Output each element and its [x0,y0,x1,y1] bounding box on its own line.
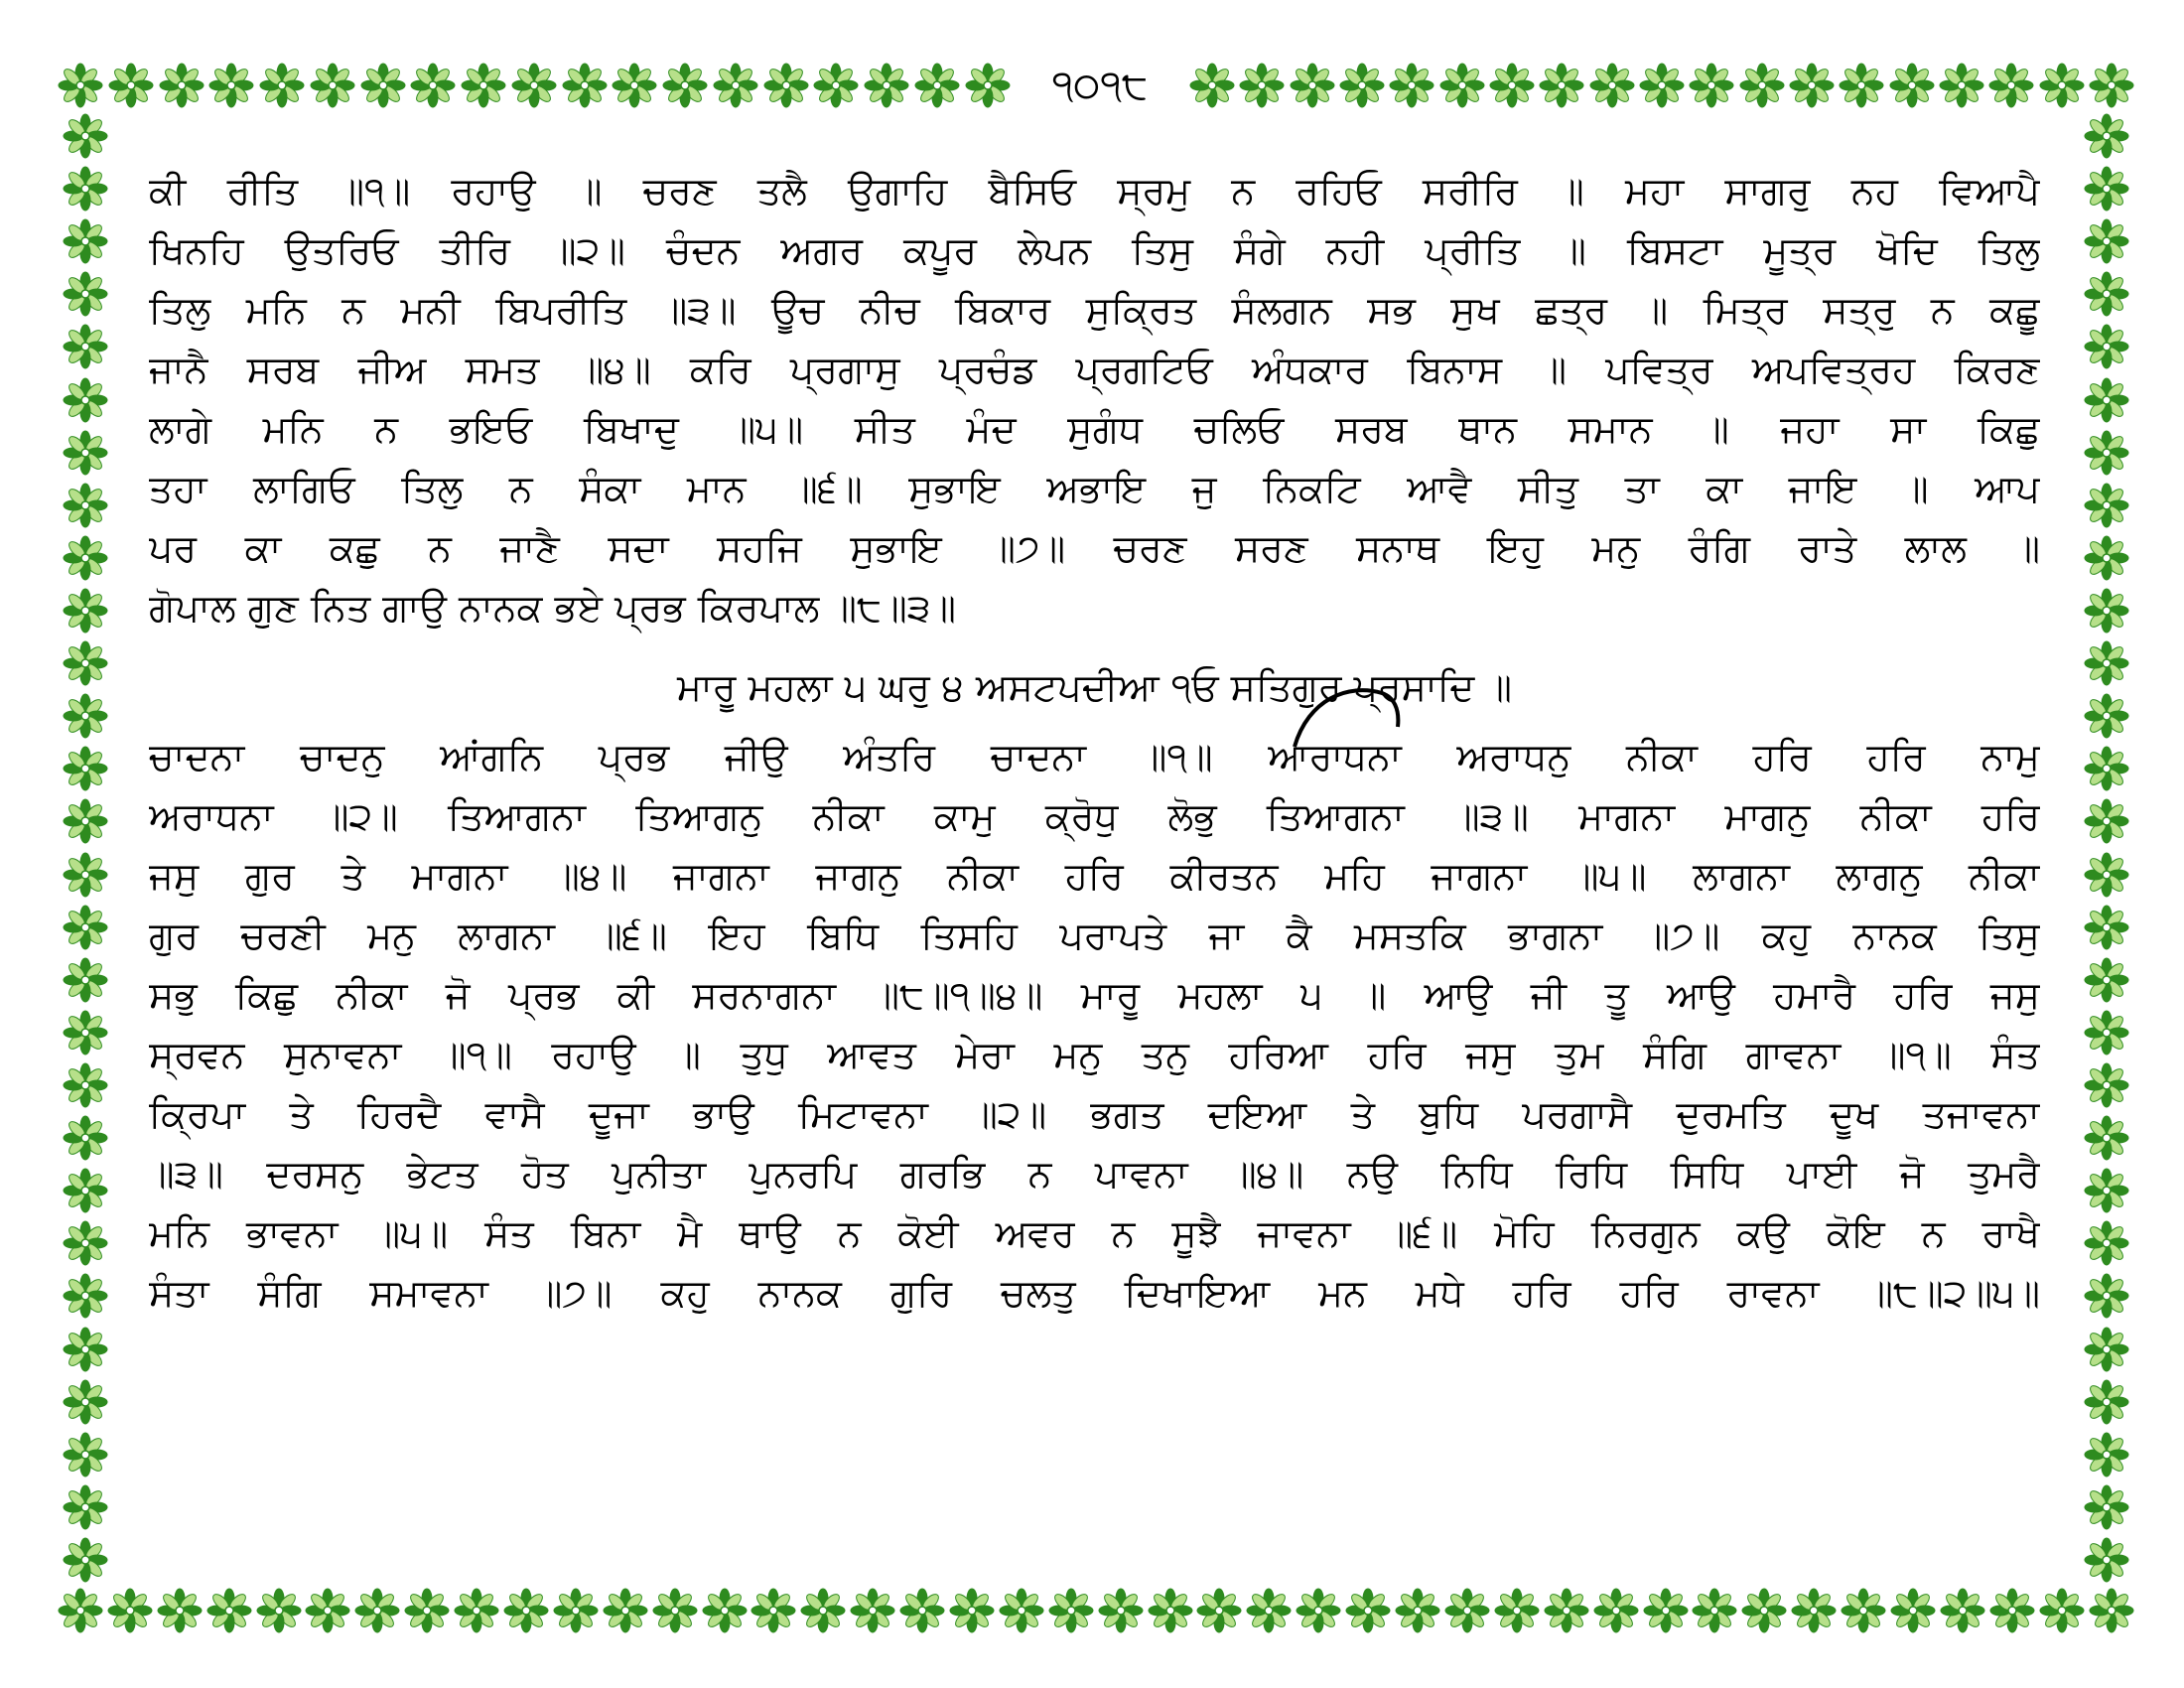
flower-icon [2084,852,2129,898]
flower-icon [63,1168,108,1213]
flower-icon [63,377,108,423]
flower-icon [2084,588,2129,633]
flower-icon [1345,1588,1391,1633]
flower-icon [1246,1588,1292,1633]
flower-icon [259,63,305,108]
text-line-13: ਗੁਰ ਚਰਣੀ ਮਨੁ ਲਾਗਨਾ ॥੬॥ ਇਹ ਬਿਧਿ ਤਿਸਹਿ ਪਰਾਪਤੇ ਜਾ ਕੈ ਮਸਤਕਿ ਭਾਗਨਾ ॥੭॥ ਕਹੁ ਨਾਨਕ ਤਿਸੁ [149,914,2040,957]
text-line-14: ਸਭੁ ਕਿਛੁ ਨੀਕਾ ਜੋ ਪ੍ਰਭ ਕੀ ਸਰਨਾਗਨਾ ॥੮॥੧॥੪॥ ਮਾਰੂ ਮਹਲਾ ੫ ॥ ਆਉ ਜੀ ਤੂ ਆਉ ਹਮਾਰੈ ਹਰਿ ਜਸੁ [149,973,2040,1017]
flower-icon [1439,63,1485,108]
flower-icon [2084,1062,2129,1108]
flower-icon [1148,1588,1193,1633]
flower-icon [63,746,108,791]
text-line-3: ਤਿਲੁ ਮਨਿ ਨ ਮਨੀ ਬਿਪਰੀਤਿ ॥੩॥ ਊਚ ਨੀਚ ਬਿਕਾਰ ਸੁਕ੍ਰਿਤ ਸੰਲਗਨ ਸਭ ਸੁਖ ਛਤ੍ਰ ॥ ਮਿਤ੍ਰ ਸਤ੍ਰੁ ਨ ਕਛੂ [149,288,2040,332]
flower-icon [2084,1115,2129,1161]
flower-icon [2039,63,2085,108]
flower-icon [461,63,506,108]
flower-icon [553,1588,599,1633]
flower-icon [965,63,1011,108]
text-line-12: ਜਸੁ ਗੁਰ ਤੇ ਮਾਗਨਾ ॥੪॥ ਜਾਗਨਾ ਜਾਗਨੁ ਨੀਕਾ ਹਰਿ ਕੀਰਤਨ ਮਹਿ ਜਾਗਨਾ ॥੫॥ ਲਾਗਨਾ ਲਾਗਨੁ ਨੀਕਾ [149,854,2040,898]
flower-icon [511,63,557,108]
flower-icon [2084,798,2129,844]
flower-icon [1593,1588,1639,1633]
flower-icon [1239,63,1285,108]
flower-icon [1890,1588,1936,1633]
flower-icon [999,1588,1044,1633]
flower-icon [2084,1484,2129,1530]
flower-icon [1939,63,1984,108]
flower-icon [454,1588,499,1633]
flower-icon [2084,218,2129,264]
flower-icon [503,1588,549,1633]
text-line-15: ਸ੍ਰਵਨ ਸੁਨਾਵਨਾ ॥੧॥ ਰਹਾਉ ॥ ਤੁਧੁ ਆਵਤ ਮੇਰਾ ਮਨੁ ਤਨੁ ਹਰਿਆ ਹਰਿ ਜਸੁ ਤੁਮ ਸੰਗਿ ਗਾਵਨਾ ॥੧॥ ਸੰਤ [149,1033,2040,1076]
flower-icon [2084,430,2129,476]
flower-icon [1539,63,1584,108]
flower-icon [2084,640,2129,686]
flower-icon [63,271,108,317]
flower-icon [63,852,108,898]
flower-icon [1940,1588,1985,1633]
flower-icon [763,63,809,108]
text-line-6: ਤਹਾ ਲਾਗਿਓ ਤਿਲੁ ਨ ਸੰਕਾ ਮਾਨ ॥੬॥ ਸੁਭਾਇ ਅਭਾਇ ਜੁ ਨਿਕਟਿ ਆਵੈ ਸੀਤੁ ਤਾ ਕਾ ਜਾਇ ॥ ਆਪ [149,467,2040,510]
scripture-text [149,164,2040,1514]
text-line-1: ਕੀ ਰੀਤਿ ॥੧॥ ਰਹਾਉ ॥ ਚਰਣ ਤਲੈ ਉਗਾਹਿ ਬੈਸਿਓ ਸ੍ਰਮੁ ਨ ਰਹਿਓ ਸਰੀਰਿ ॥ ਮਹਾ ਸਾਗਰੁ ਨਹ ਵਿਆਪੈ [149,169,2040,212]
flower-icon [652,1588,698,1633]
flower-icon [63,1432,108,1477]
flower-icon [63,1115,108,1161]
border-bottom [58,1583,2134,1638]
text-line-17: ॥੩॥ ਦਰਸਨੁ ਭੇਟਤ ਹੋਤ ਪੁਨੀਤਾ ਪੁਨਰਪਿ ਗਰਭਿ ਨ ਪਾਵਨਾ ॥੪॥ ਨਉ ਨਿਧਿ ਰਿਧਿ ਸਿਧਿ ਪਾਈ ਜੋ ਤੁਮਰੈ [149,1152,2040,1196]
flower-icon [63,218,108,264]
flower-icon [58,63,103,108]
flower-icon [63,1273,108,1319]
flower-icon [2084,1010,2129,1055]
flower-icon [2084,693,2129,739]
flower-icon [1789,63,1835,108]
border-left [58,113,113,1583]
flower-icon [1839,63,1884,108]
flower-icon [2089,1588,2134,1633]
flower-icon [2084,905,2129,950]
flower-icon [2084,1168,2129,1213]
flower-icon [256,1588,302,1633]
flower-icon [63,535,108,581]
flower-icon [1841,1588,1886,1633]
flower-icon [2084,1379,2129,1425]
border-top [58,58,2134,113]
flower-icon [1489,63,1535,108]
flower-icon [63,1327,108,1372]
flower-icon [63,113,108,159]
flower-icon [612,63,657,108]
flower-icon [562,63,608,108]
flower-icon [63,1062,108,1108]
flower-icon [159,63,205,108]
flower-icon [1196,1588,1242,1633]
flower-icon [63,430,108,476]
flower-icon [1791,1588,1837,1633]
flower-icon [1544,1588,1589,1633]
border-top-left-run [58,58,1011,113]
flower-icon [354,1588,400,1633]
flower-icon [1389,63,1434,108]
flower-icon [404,1588,450,1633]
flower-icon [1639,63,1685,108]
flower-icon [702,1588,748,1633]
flower-icon [2084,957,2129,1003]
flower-icon [2084,1327,2129,1372]
flower-icon [713,63,758,108]
flower-icon [63,1379,108,1425]
flower-icon [1048,1588,1094,1633]
flower-icon [2084,166,2129,211]
flower-icon [2039,1588,2085,1633]
flower-icon [208,63,254,108]
text-line-16: ਕ੍ਰਿਪਾ ਤੇ ਹਿਰਦੈ ਵਾਸੈ ਦੂਜਾ ਭਾਉ ਮਿਟਾਵਨਾ ॥੨॥ ਭਗਤ ਦਇਆ ਤੇ ਬੁਧਿ ਪਰਗਾਸੈ ਦੁਰਮਤਿ ਦੂਖ ਤਜਾਵਨਾ [149,1092,2040,1136]
flower-icon [1643,1588,1689,1633]
flower-icon [63,957,108,1003]
flower-icon [2084,1537,2129,1583]
flower-icon [1290,63,1335,108]
flower-icon [2084,1220,2129,1266]
flower-icon [1889,63,1935,108]
border-right [2079,113,2134,1583]
flower-icon [1988,63,2034,108]
flower-icon [63,1484,108,1530]
flower-icon [813,63,859,108]
border-top-right-run [1189,58,2134,113]
section-heading: ਮਾਰੂ ਮਹਲਾ ੫ ਘਰੁ ੪ ਅਸਟਪਦੀਆ ੧ਓ ਸਤਿਗੁਰ ਪ੍ਰਸਾਦਿ ॥ [677,665,1512,709]
flower-icon [2084,535,2129,581]
flower-icon [1098,1588,1144,1633]
text-line-19: ਸੰਤਾ ਸੰਗਿ ਸਮਾਵਨਾ ॥੭॥ ਕਹੁ ਨਾਨਕ ਗੁਰਿ ਚਲਤੁ ਦਿਖਾਇਆ ਮਨ ਮਧੇ ਹਰਿ ਹਰਿ ਰਾਵਨਾ ॥੮॥੨॥੫॥ [149,1271,2040,1315]
flower-icon [1189,63,1235,108]
flower-icon [108,63,154,108]
text-line-7: ਪਰ ਕਾ ਕਛੁ ਨ ਜਾਣੈ ਸਦਾ ਸਹਜਿ ਸੁਭਾਇ ॥੭॥ ਚਰਣ ਸਰਣ ਸਨਾਥ ਇਹੁ ਮਨੁ ਰੰਗਿ ਰਾਤੇ ਲਾਲ ॥ [149,526,2040,570]
flower-icon [914,63,960,108]
text-line-2: ਖਿਨਹਿ ਉਤਰਿਓ ਤੀਰਿ ॥੨॥ ਚੰਦਨ ਅਗਰ ਕਪੂਰ ਲੇਪਨ ਤਿਸੁ ਸੰਗੇ ਨਹੀ ਪ੍ਰੀਤਿ ॥ ਬਿਸਟਾ ਮੂਤ੍ਰ ਖੋਦਿ ਤਿਲੁ [149,228,2040,272]
flower-icon [2084,1273,2129,1319]
flower-icon [58,1588,103,1633]
flower-icon [1296,1588,1341,1633]
flower-icon [63,1010,108,1055]
flower-icon [410,63,456,108]
flower-icon [949,1588,995,1633]
flower-icon [360,63,406,108]
flower-icon [850,1588,895,1633]
page-number: ੧੦੧੮ [1051,63,1149,108]
flower-icon [1444,1588,1490,1633]
flower-icon [107,1588,153,1633]
flower-icon [157,1588,203,1633]
flower-icon [1689,63,1734,108]
flower-icon [2084,1432,2129,1477]
flower-icon [2084,746,2129,791]
flower-icon [2084,324,2129,369]
flower-icon [63,483,108,528]
flower-icon [2084,113,2129,159]
flower-icon [1741,1588,1787,1633]
flower-icon [603,1588,648,1633]
flower-icon [305,1588,350,1633]
flower-icon [2089,63,2134,108]
text-line-5: ਲਾਗੇ ਮਨਿ ਨ ਭਇਓ ਬਿਖਾਦੁ ॥੫॥ ਸੀਤ ਮੰਦ ਸੁਗੰਧ ਚਲਿਓ ਸਰਬ ਥਾਨ ਸਮਾਨ ॥ ਜਹਾ ਸਾ ਕਿਛੁ [149,407,2040,451]
text-line-18: ਮਨਿ ਭਾਵਨਾ ॥੫॥ ਸੰਤ ਬਿਨਾ ਮੈ ਥਾਉ ਨ ਕੋਈ ਅਵਰ ਨ ਸੂਝੈ ਜਾਵਨਾ ॥੬॥ ਮੋਹਿ ਨਿਰਗੁਨ ਕਉ ਕੋਇ ਨ ਰਾਖੈ [149,1211,2040,1255]
flower-icon [2084,271,2129,317]
flower-icon [662,63,708,108]
flower-icon [63,588,108,633]
flower-icon [1692,1588,1737,1633]
flower-icon [63,166,108,211]
flower-icon [1989,1588,2035,1633]
flower-icon [310,63,355,108]
flower-icon [63,905,108,950]
flower-icon [1395,1588,1440,1633]
flower-icon [63,1220,108,1266]
flower-icon [864,63,909,108]
flower-icon [63,693,108,739]
flower-icon [899,1588,945,1633]
flower-icon [63,640,108,686]
flower-icon [63,324,108,369]
text-line-4: ਜਾਨੈ ਸਰਬ ਜੀਅ ਸਮਤ ॥੪॥ ਕਰਿ ਪ੍ਰਗਾਸੁ ਪ੍ਰਚੰਡ ਪ੍ਰਗਟਿਓ ਅੰਧਕਾਰ ਬਿਨਾਸ ॥ ਪਵਿਤ੍ਰ ਅਪਵਿਤ੍ਰਹ ਕਿਰਣ [149,348,2040,391]
flower-icon [63,798,108,844]
flower-icon [206,1588,252,1633]
flower-icon [1494,1588,1540,1633]
flower-icon [1589,63,1635,108]
flower-icon [1339,63,1385,108]
flower-icon [751,1588,796,1633]
flower-icon [1739,63,1785,108]
flower-icon [63,1537,108,1583]
flower-icon [2084,483,2129,528]
flower-icon [2084,377,2129,423]
text-line-8: ਗੋਪਾਲ ਗੁਣ ਨਿਤ ਗਾਉ ਨਾਨਕ ਭਏ ਪ੍ਰਭ ਕਿਰਪਾਲ ॥੮॥੩॥ [149,586,957,630]
text-line-10: ਚਾਦਨਾ ਚਾਦਨੁ ਆਂਗਨਿ ਪ੍ਰਭ ਜੀਉ ਅੰਤਰਿ ਚਾਦਨਾ ॥੧॥ ਆਰਾਧਨਾ ਅਰਾਧਨੁ ਨੀਕਾ ਹਰਿ ਹਰਿ ਨਾਮੁ [149,735,2040,778]
flower-icon [800,1588,846,1633]
text-line-11: ਅਰਾਧਨਾ ॥੨॥ ਤਿਆਗਨਾ ਤਿਆਗਨੁ ਨੀਕਾ ਕਾਮੁ ਕ੍ਰੋਧੁ ਲੋਭੁ ਤਿਆਗਨਾ ॥੩॥ ਮਾਗਨਾ ਮਾਗਨੁ ਨੀਕਾ ਹਰਿ [149,794,2040,838]
